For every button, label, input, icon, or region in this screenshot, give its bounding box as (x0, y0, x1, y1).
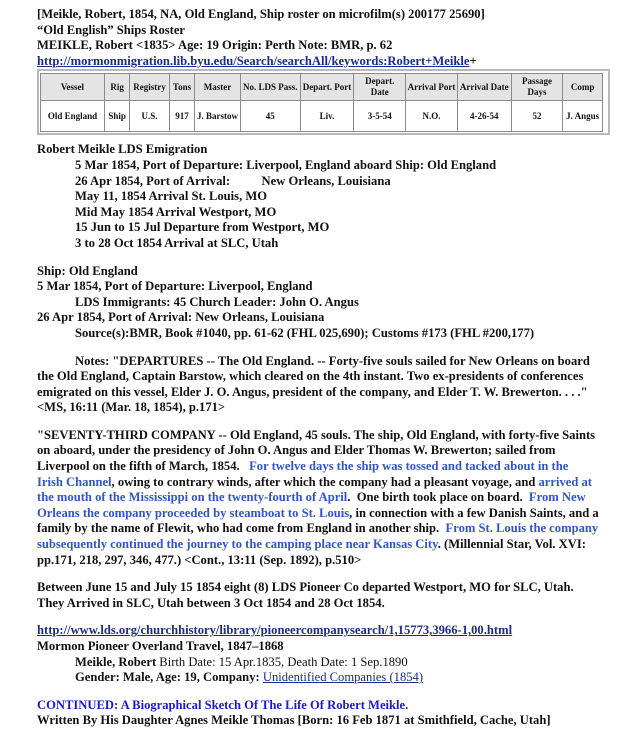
highlight-text: Orleans the company proceeded by steamboat to St. Louis (37, 505, 350, 520)
emigration-section (37, 142, 628, 251)
roster-cell: 3-5-54 (354, 101, 406, 132)
gender-text: Gender: Male, Age: 19, Company: (75, 670, 263, 685)
pioneer-section (37, 580, 628, 611)
highlight-text: the mouth of the Mississippi on the twenty-fourth of April (37, 490, 348, 505)
emigration-item: May 11, 1854 Arrival St. Louis, MO (75, 189, 268, 204)
roster-header-cell: No. LDS Pass. (240, 74, 300, 101)
company-line: pp.171, 218, 297, 346, 477.) <Cont., 13:11 (Sep. 1892), p.510> (37, 552, 362, 567)
highlight-text: For twelve days the ship was tossed and tacked about in the (249, 459, 569, 474)
roster-cell: U.S. (130, 101, 170, 132)
company-line (37, 490, 628, 506)
ship-name: Ship: Old England (37, 263, 138, 278)
roster-header-cell: Passage Days (511, 74, 563, 101)
ship-departure: 5 Mar 1854, Port of Departure: Liverpool, England (37, 279, 313, 294)
highlight-text: subsequently continued the journey to the camping place near Kansas City (37, 537, 438, 552)
continued-section (37, 698, 628, 729)
company-line: "SEVENTY-THIRD COMPANY -- Old England, 45 souls. The ship, Old England, with forty-five Saints (37, 427, 596, 442)
overland-person (37, 655, 628, 671)
company-line: on aboard, under the presidency of John O. Angus and Elder Thomas W. Brewerton; sailed from (37, 443, 556, 458)
notes-line: emigrated on this vessel, Elder J. O. Angus, president of the company, and Elder T. W. Brewerton. . . ." (37, 384, 588, 399)
roster-cell: 917 (169, 101, 194, 132)
roster-header-cell: Rig (104, 74, 129, 101)
roster-header-row (41, 74, 603, 101)
emigration-title: Robert Meikle LDS Emigration (37, 142, 208, 157)
continued-author: Written By His Daughter Agnes Meikle Thomas [Born: 16 Feb 1871 at Smithfield, Cache, Utah] (37, 713, 551, 728)
person-name: Meikle, Robert (75, 654, 157, 669)
notes-line: <MS, 16:11 (Mar. 18, 1854), p.171> (37, 400, 226, 415)
pioneer-company-search-link[interactable]: http://www.lds.org/churchhistory/library/pioneercompanysearch/1,15773,3966-1,00.html (37, 623, 513, 638)
roster-cell: J. Barstow (195, 101, 241, 132)
company-section (37, 428, 628, 568)
overland-title: Mormon Pioneer Overland Travel, 1847–1868 (37, 639, 284, 653)
pioneer-line: Between June 15 and July 15 1854 eight (8) LDS Pioneer Co departed Westport, MO for SLC, Utah. (37, 580, 574, 595)
highlight-text: Irish Channel (37, 474, 112, 489)
pioneer-line: They Arrived in SLC, Utah between 3 Oct 1854 and 28 Oct 1854. (37, 595, 385, 610)
overland-gender (37, 670, 628, 686)
ship-section (37, 264, 628, 342)
roster-title: “Old English” Ships Roster (37, 22, 186, 37)
company-text: , owing to contrary winds, after which the company had a pleasant voyage, and (111, 474, 539, 489)
company-text: . One birth took place on board. (347, 490, 529, 505)
roster-cell: N.O. (406, 101, 458, 132)
emigration-item: 26 Apr 1854, Port of Arrival: New Orleans, Louisiana (75, 173, 391, 188)
roster-header-cell: Master (195, 74, 241, 101)
url-suffix: + (469, 53, 477, 68)
unidentified-companies-link[interactable]: Unidentified Companies (1854) (262, 670, 424, 685)
highlight-text: From New (528, 490, 586, 505)
roster-header-cell: Depart. Date (354, 74, 406, 101)
company-text: , in connection with a few Danish Saints, and a (349, 505, 599, 520)
citation-line: [Meikle, Robert, 1854, NA, Old England, Ship roster on microfilm(s) 200177 25690] (37, 7, 485, 21)
emigration-item: 3 to 28 Oct 1854 Arrival at SLC, Utah (75, 235, 279, 250)
ship-sources: Source(s):BMR, Book #1040, pp. 61-62 (FHL 025,690); Customs #173 (FHL #200,177) (75, 325, 535, 340)
roster-cell: J. Angus (563, 101, 603, 132)
roster-header-cell: Arrival Port (406, 74, 458, 101)
roster-cell: 52 (511, 101, 563, 132)
notes-line: the Old England, Captain Barstow, which cleared on the 4th instant. Two ex-presidents of conferences (37, 369, 584, 384)
notes-line: Notes: "DEPARTURES -- The Old England. -- Forty-five souls sailed for New Orleans on board (75, 353, 590, 368)
continued-heading: CONTINUED: A Biographical Sketch Of The Life Of Robert Meikle. (37, 697, 409, 712)
company-text: Liverpool on the fifth of March, 1854. (37, 459, 250, 474)
mormon-migration-link[interactable]: http://mormonmigration.lib.byu.edu/Search/searchAll/keywords:Robert+Meikle (37, 53, 470, 68)
emigration-item: Mid May 1854 Arrival Westport, MO (75, 204, 277, 219)
company-line (37, 537, 628, 553)
ship-immigrants: LDS Immigrants: 45 Church Leader: John O. Angus (75, 294, 359, 309)
roster-header-cell: Registry (130, 74, 170, 101)
emigration-item: 15 Jun to 15 Jul Departure from Westport, MO (75, 220, 330, 235)
roster-data-row (41, 101, 603, 132)
roster-header-cell: Arrival Date (457, 74, 511, 101)
roster-header-cell: Tons (169, 74, 194, 101)
company-line (37, 521, 628, 537)
roster-header-cell: Comp (563, 74, 603, 101)
roster-table (40, 73, 603, 132)
roster-header-cell: Depart. Port (300, 74, 354, 101)
highlight-text: arrived at (538, 474, 592, 489)
roster-cell: 45 (240, 101, 300, 132)
company-line (37, 506, 628, 522)
meikle-record-line: MEIKLE, Robert <1835> Age: 19 Origin: Perth Note: BMR, p. 62 (37, 38, 393, 53)
emigration-item: 5 Mar 1854, Port of Departure: Liverpool, England aboard Ship: Old England (75, 157, 497, 172)
mormon-migration-url-line (37, 54, 628, 70)
company-text: family by the name of Flewit, who had come from England in another ship. (37, 521, 446, 536)
roster-cell: Ship (104, 101, 129, 132)
overland-section (37, 623, 628, 685)
roster-table-frame (37, 69, 610, 135)
roster-cell: Old England (41, 101, 105, 132)
company-line (37, 475, 628, 491)
notes-section (37, 354, 628, 416)
roster-header-cell: Vessel (41, 74, 105, 101)
roster-cell: 4-26-54 (457, 101, 511, 132)
roster-cell: Liv. (300, 101, 354, 132)
company-line (37, 459, 628, 475)
ship-arrival: 26 Apr 1854, Port of Arrival: New Orleans, Louisiana (37, 310, 325, 325)
person-dates: Birth Date: 15 Apr.1835, Death Date: 1 Sep.1890 (156, 654, 408, 669)
highlight-text: From St. Louis the company (445, 521, 599, 536)
company-text: . (Millennial Star, Vol. XVI: (437, 537, 586, 552)
